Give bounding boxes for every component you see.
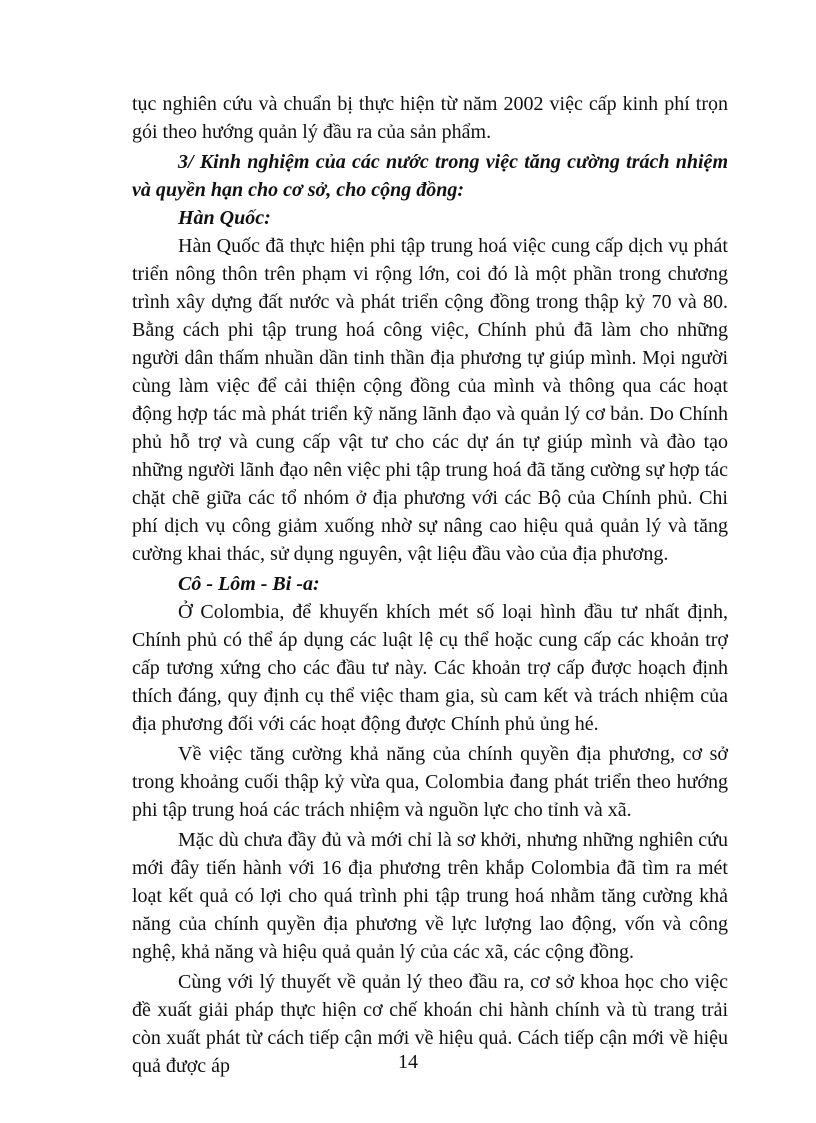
page-content	[132, 90, 728, 1082]
paragraph-korea: Hàn Quốc đã thực hiện phi tập trung hoá việc cung cấp dịch vụ phát triển nông thôn trên phạm vi rộng lớn, coi đó là một phần trong chương trình xây dựng đất nước và phát triển cộng đồng trong thập kỷ 70 và 80. Bằng cách phi tập trung hoá công việc, Chính phủ đã làm cho những người dân thấm nhuần dần tinh thần địa phương tự giúp mình. Mọi người cùng làm việc để cải thiện cộng đồng của mình và thông qua các hoạt động hợp tác mà phát triển kỹ năng lãnh đạo và quản lý cơ bản. Do Chính phủ hỗ trợ và cung cấp vật tư cho các dự án tự giúp mình và đào tạo những người lãnh đạo nên việc phi tập trung hoá đã tăng cường sự hợp tác chặt chẽ giữa các tổ nhóm ở địa phương với các Bộ của Chính phủ. Chi phí dịch vụ công giảm xuống nhờ sự nâng cao hiệu quả quản lý và tăng cường khai thác, sử dụng nguyên, vật liệu đầu vào của địa phương.	[132, 235, 728, 565]
page-number: 14	[398, 1051, 418, 1073]
subheading-korea: Hàn Quốc:	[178, 207, 271, 229]
subheading-colombia: Cô - Lôm - Bi -a:	[178, 573, 320, 595]
paragraph-colombia-1: Ở Colombia, để khuyến khích mét số loại hình đầu tư nhất định, Chính phủ có thể áp dụng các luật lệ cụ thể hoặc cung cấp các khoản trợ cấp tương xứng cho các đầu tư này. Các khoản trợ cấp được hoạch định thích đáng, quy định cụ thể việc tham gia, sù cam kết và trách nhiệm của địa phương đối với các hoạt động được Chính phủ ủng hé.	[132, 601, 728, 735]
paragraph-colombia-3: Mặc dù chưa đầy đủ và mới chỉ là sơ khởi, nhưng những nghiên cứu mới đây tiến hành với 16 địa phương trên khắp Colombia đã tìm ra mét loạt kết quả có lợi cho quá trình phi tập trung hoá nhằm tăng cường khả năng của chính quyền địa phương về lực lượng lao động, vốn và công nghệ, khả năng và hiệu quả quản lý của các xã, các cộng đồng.	[132, 829, 728, 963]
paragraph-colombia-2: Về việc tăng cường khả năng của chính quyền địa phương, cơ sở trong khoảng cuối thập kỷ vừa qua, Colombia đang phát triển theo hướng phi tập trung hoá các trách nhiệm và nguồn lực cho tỉnh và xã.	[132, 743, 728, 821]
section-heading: 3/ Kinh nghiệm của các nước trong việc tăng cường trách nhiệm và quyền hạn cho cơ sở, cho cộng đồng:	[132, 151, 728, 201]
paragraph-continuation: tục nghiên cứu và chuẩn bị thực hiện từ năm 2002 việc cấp kinh phí trọn gói theo hướng quản lý đầu ra của sản phẩm.	[132, 93, 728, 143]
paragraph-efficiency: Cùng với lý thuyết về quản lý theo đầu ra, cơ sở khoa học cho việc đề xuất giải pháp thực hiện cơ chế khoán chi hành chính và tù trang trải còn xuất phát từ cách tiếp cận mới về hiệu quả. Cách tiếp cận mới về hiệu quả được áp	[132, 971, 728, 1077]
